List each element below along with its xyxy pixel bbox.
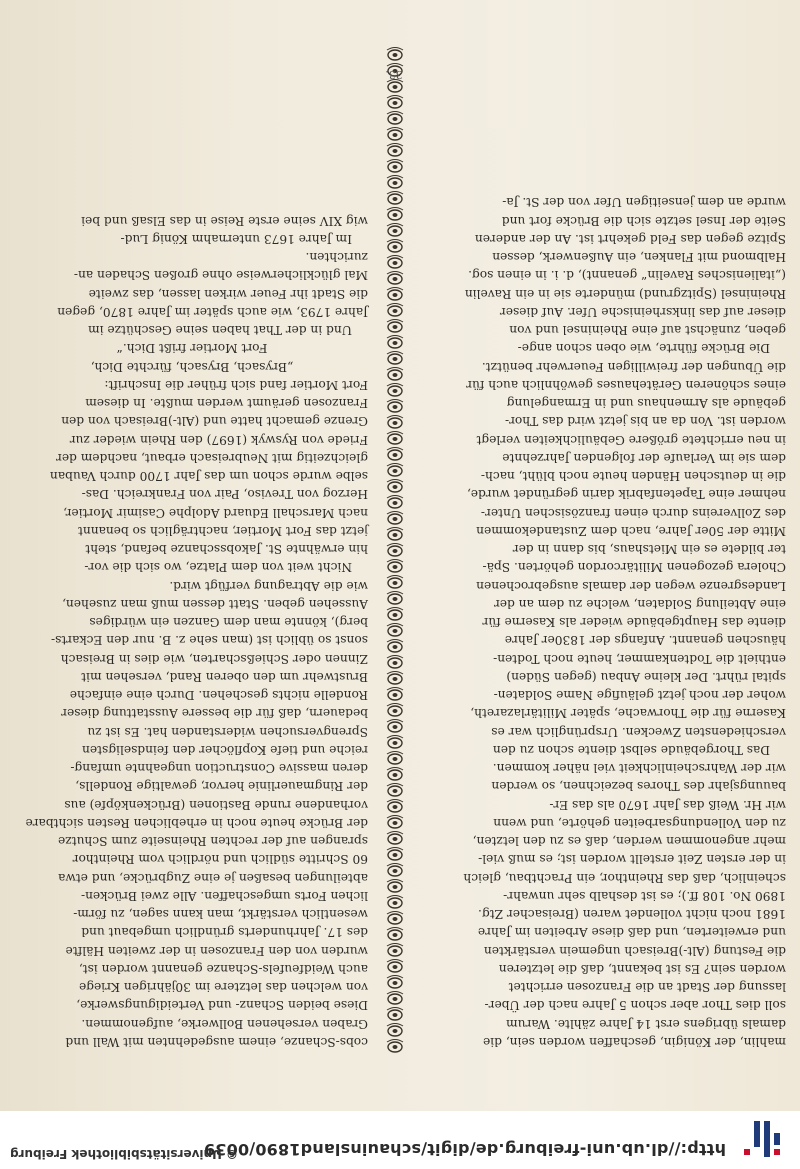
text-line: diente das Hauptgebäude wieder als Kaserne für [482, 615, 786, 630]
text-line: in der ersten Zeit erstellt worden ist; es muß viel- [478, 852, 786, 867]
text-line: scheinlich, daß das Rheinthor, ein Prachtbau, gleich [463, 870, 786, 885]
text-line: Halbmond mit Flanken, ein Außenwerk, dessen [492, 250, 786, 265]
text-line: damals übrigens erst 14 Jahre zählte. Warum [506, 1016, 786, 1031]
text-line: soll dies Thor aber schon 5 Jahre nach der Über- [484, 998, 786, 1013]
text-line: wesentlich verstärkt, man kann sagen, zu förm- [73, 907, 368, 922]
text-line: der Brücke heute noch in erheblichen Resten sichtbare [25, 816, 368, 830]
text-line: Brustwehr um den oberen Rand, versehen mit [81, 670, 368, 684]
text-line: zurichten. [305, 250, 368, 265]
text-line: in neu errichtete größere Gebäulichkeiten verlegt [476, 432, 786, 447]
text-line: Franzosen geräumt werden mußte. In diesem [85, 396, 368, 411]
text-line: woher der noch jetzt geläufige Name Soldaten- [493, 688, 786, 703]
text-line: reiche und tiefe Kopflöcher den feindseligsten [82, 743, 368, 757]
text-line: verschiedensten Zwecken. Ursprünglich war es [491, 724, 786, 739]
text-line: Mal glücklicherweise ohne großen Schaden an- [73, 268, 368, 283]
text-line: Cholera gezogenen Militärcordon gehörten. Spä- [482, 560, 786, 575]
text-line: 60 Schritte südlich und nördlich vom Rheinthor [72, 852, 368, 867]
text-line: Landesgrenze wegen der damals ausgebrochenen [476, 578, 786, 593]
text-line: die Übungen der freiwilligen Feuerwehr benützt. [481, 359, 786, 374]
text-line: der Ringmauerlinie hervor, gewaltige Rondells, [75, 779, 368, 794]
text-line: Zinnen oder Schießscharten, wie dies in Breisach [60, 651, 368, 666]
column-divider-ornament-icon [383, 45, 407, 1055]
text-line: berg), könnte man dem Ganzen ein würdiges [89, 615, 368, 630]
text-line: auch Weidfeufels-Schanze genannt worden ist, [78, 962, 368, 976]
text-line: worden ist. Von da an bis jetzt wird das Thor- [504, 414, 786, 429]
text-line: Aussehen geben. Statt dessen muß man zusehen, [62, 597, 368, 611]
text-line: worden sein? Es ist bekannt, daß die letzteren [498, 962, 786, 976]
text-line: wie die Abtragung verfügt wird. [169, 578, 368, 593]
text-line: hin erwähnte St. Jakobsschanze befand, steht [85, 542, 368, 557]
document-url[interactable]: http://dl.ub.uni-freiburg.de/digit/schauinsland1890/0039 [203, 1140, 726, 1159]
text-line: Sprengversuchen widerstanden hat. Es ist zu [87, 724, 368, 739]
text-line: wir Hr. Weiß das Jahr 1670 als das Er- [549, 797, 786, 812]
text-line: Friede von Ryswyk (1697) den Rhein wieder zur [69, 432, 368, 447]
text-line: Seite der Insel setzte sich die Brücke fort und [501, 213, 786, 228]
text-line: die Stadt ihr Feuer wirken lassen, das zweite [88, 286, 368, 301]
text-line: Rheininsel (Spitzgrund) münderte sie in ein Ravelin [464, 286, 786, 301]
text-line: lichen Forts umgeschaffen. Alle zwei Brücken- [80, 889, 368, 903]
text-line: bauungsjahr des Thores bezeichnen, so werden [491, 779, 786, 794]
text-line: zu den Vollendungsarbeiten gehörte, und wenn [493, 816, 786, 830]
text-line: wurde an dem jenseitigen Ufer von der St. Ja- [502, 195, 786, 210]
text-line: eines schöneren Gerätehauses gewöhnlich auch für [466, 378, 786, 392]
text-line: dieser auf das linksrheinische Ufer. Auf dieser [499, 305, 786, 319]
text-line: Im Jahre 1673 unternahm König Lud- [120, 232, 352, 246]
text-line: Diese beiden Schanz- und Verteidigungswerke, [76, 998, 368, 1013]
text-line: cobs-Schanze, einem ausgedehnten mit Wall und [65, 1035, 368, 1049]
text-line: jetzt das Fort Mortier, nachträglich so benannt [77, 524, 368, 538]
text-line: deren massive Construction ungeahnte umfang- [70, 761, 368, 776]
text-line: „Brysach, Brysach, fürchte Dich, [90, 359, 294, 374]
text-line: eine Abteilung Soldaten, welche zu dem an der [493, 597, 786, 611]
text-line: lassung der Stadt an die Franzosen errichtet [508, 980, 786, 995]
text-line: häuschen genannt. Anfangs der 1830er Jahre [504, 633, 786, 648]
text-line: Grenze gemacht hatte und (Alt-)Breisach von den [61, 414, 368, 429]
text-line: vorhandene runde Bastionen (Brückenköpfe) aus [64, 797, 368, 812]
right-column [16, 212, 368, 1052]
text-line: wir der Wahrscheinlichkeit viel näher kommen. [492, 761, 786, 776]
text-line: Fort Mortier frißt Dich.“ [116, 341, 268, 356]
text-line: geben, zunächst auf eine Rheininsel und von [509, 323, 786, 338]
text-line: nehmer eine Tapetenfabrik darin gegründet wurde, [466, 487, 786, 502]
text-line: ter bildete es ein Mietshaus, bis dann in der [512, 542, 786, 557]
text-line: 1681 noch nicht vollendet waren (Breisacher Ztg. [478, 907, 786, 922]
text-line: sonst so üblich ist (man sehe z. B. nur den Eckarts- [50, 633, 368, 648]
text-line: bedauern, daß für die bessere Ausstattung dieser [61, 706, 368, 721]
text-line: Jahre 1793, wie auch später im Jahre 1870, gegen [57, 305, 368, 319]
text-line: enthielt die Todtenkammer, heute noch Todten- [493, 651, 786, 666]
text-line: 1890 No. 108 ff.); es ist deshalb sehr unwahr- [503, 889, 786, 903]
text-line: selbe wurde schon um das Jahr 1700 durch Vauban [49, 469, 368, 484]
text-line: Das Thorgebäude selbst diente schon zu den [492, 743, 770, 757]
text-line: wig XIV seine erste Reise in das Elsaß und bei [81, 213, 368, 228]
text-line: Rondelle nichts geschehen. Durch eine einfache [69, 688, 368, 703]
text-line: des Zollvereins durch einen französischen Unter- [480, 505, 786, 520]
text-line: dem sie im Verlaufe der folgenden Jahrzehnte [502, 451, 786, 465]
text-line: Nicht weit von dem Platze, wo sich die vor- [84, 560, 352, 575]
text-line: abteilungen besaßen je eine Zugbrücke, und etwa [58, 870, 368, 885]
text-line: die in deutschen Händen heute noch blüht, nach- [480, 469, 786, 484]
text-line: und erweiterten, und daß diese Arbeiten im Jahre [477, 925, 786, 940]
left-column [431, 193, 786, 1051]
ub-freiburg-logo-icon [742, 1119, 782, 1159]
text-line: von welchen das letztere im 30jährigen Kriege [79, 980, 368, 995]
text-line: gleichzeitig mit Neubreisach erbaut, nachdem der [56, 451, 368, 465]
header-band [0, 1111, 800, 1169]
text-line: mahlin, der Königin, geschaffen worden sein, die [483, 1035, 786, 1049]
text-line: spital rührt. Der kleine Anbau (gegen Süden) [506, 670, 786, 684]
text-line: Kaserne für die Thorwache, später Militärlazareth, [470, 706, 786, 721]
text-line: gebäude als Armenhaus und in Ermangelung [506, 396, 786, 411]
text-line: Fort Mortier fand sich früher die Inschrift: [104, 378, 368, 392]
text-line: sprangen auf der rechten Rheinseite zum Schutze [58, 834, 368, 849]
text-line: wurden von den Franzosen in der zweiten Hälfte [65, 943, 368, 958]
text-line: nach Marschall Eduard Adolphe Casimir Mortier, [63, 505, 368, 520]
text-line: Und in der That haben seine Geschütze im [88, 323, 352, 338]
page-number: 33. [385, 68, 403, 81]
text-line: Herzog von Treviso, Pair von Frankreich. Das- [81, 487, 368, 502]
text-line: Spitze gegen das Feld gekehrt ist. An der anderen [474, 232, 786, 246]
copyright-notice: © Universitätsbibliothek Freiburg [10, 1147, 239, 1161]
text-line: Graben versehenen Bollwerke, aufgenommen. [81, 1016, 368, 1031]
text-line: die Festung (Alt-)Breisach ungemein verstärkten [483, 943, 786, 958]
text-line: Die Brücke führte, wie oben schon ange- [517, 341, 770, 356]
text-line: Mitte der 50er Jahre, nach dem Zustandekommen [476, 524, 786, 538]
text-line: („italienisches Ravelin“ genannt), d. i. in einen sog. [468, 268, 786, 283]
text-line: des 17. Jahrhunderts gründlich umgebaut und [81, 925, 368, 940]
text-line: mehr angenommen werden, daß es zu den letzten, [472, 834, 786, 849]
